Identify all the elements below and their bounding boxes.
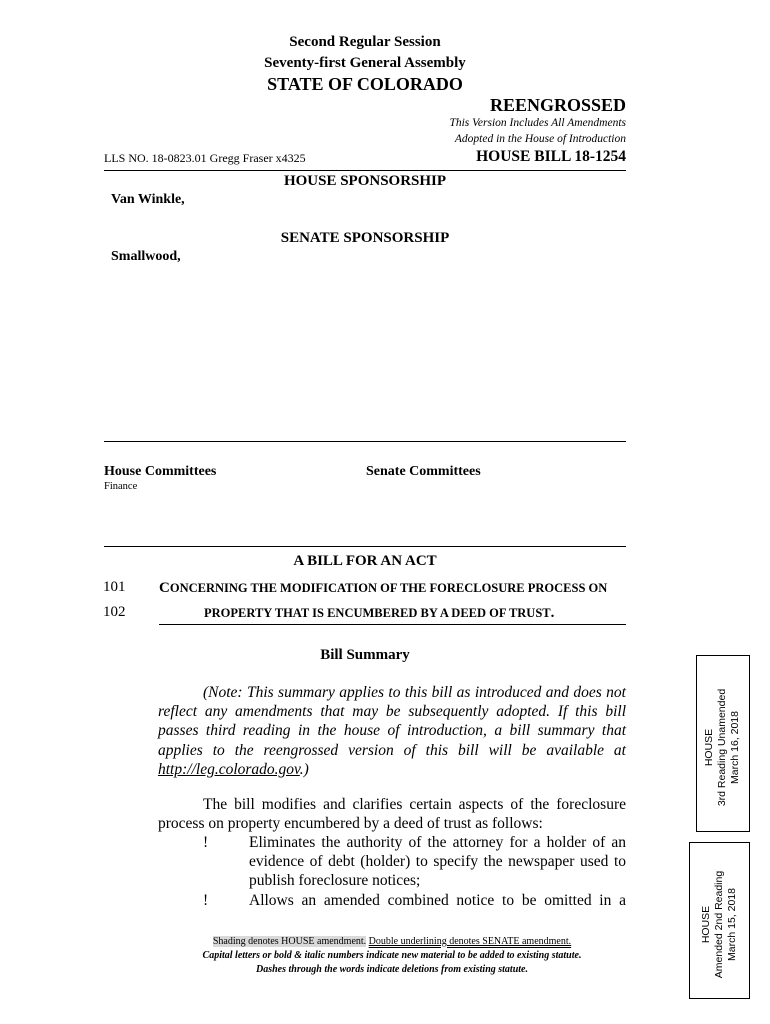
bullet-symbol: ! (203, 891, 209, 909)
committees-rule (104, 546, 626, 547)
summary-bullet-list (158, 833, 626, 910)
stamp-action: 3rd Reading Unamended (716, 688, 728, 807)
title-line-2-period: . (550, 605, 555, 621)
list-item (158, 891, 626, 910)
version-label: REENGROSSED (489, 95, 626, 115)
summary-note (158, 683, 626, 779)
house-sponsors: Van Winkle, (111, 192, 185, 207)
bill-number: HOUSE BILL 18-1254 (476, 148, 626, 165)
senate-sponsors: Smallwood, (111, 249, 181, 264)
bill-title-line-1 (159, 580, 607, 597)
senate-sponsorship-title: SENATE SPONSORSHIP (280, 230, 450, 246)
session-line: Second Regular Session (289, 34, 441, 50)
stamp-third-reading-text (703, 660, 742, 835)
title-line-2-text: PROPERTY THAT IS ENCUMBERED BY A DEED OF TRUST (204, 606, 551, 620)
stamp-chamber: HOUSE (700, 905, 712, 944)
bill-title-line-2 (204, 605, 554, 622)
caps-note: Capital letters or bold & italic numbers indicate new material to be added to existing statute. (202, 950, 582, 961)
summary-note-end: .) (299, 760, 309, 778)
shading-note: Shading denotes HOUSE amendment. (212, 936, 367, 947)
stamp-date: March 15, 2018 (726, 888, 738, 961)
line-number-101: 101 (103, 579, 126, 595)
house-committees-title: House Committees (104, 464, 217, 479)
house-sponsorship-title: HOUSE SPONSORSHIP (283, 173, 447, 189)
house-committee-finance: Finance (104, 481, 138, 492)
summary-heading: Bill Summary (320, 647, 410, 663)
line-number-102: 102 (103, 604, 126, 620)
title-initial-cap: C (159, 580, 170, 596)
header-rule (104, 170, 626, 171)
lls-number: LLS NO. 18-0823.01 Gregg Fraser x4325 (104, 151, 306, 165)
summary-note-text: (Note: This summary applies to this bill as introduced and does not reflect any amendments that may be subsequently adopted. If this bill passes third reading in the house of introduction, a bill summary that applies to the reengrossed version of this bill will be available at (158, 684, 626, 759)
assembly-line: Seventy-first General Assembly (264, 55, 466, 71)
stamp-third-reading (696, 655, 750, 832)
title-line-1-text: ONCERNING THE MODIFICATION OF THE FORECLOSURE PROCESS ON (169, 581, 608, 595)
stamp-second-reading-text (700, 847, 739, 1002)
bullet-symbol: ! (203, 834, 209, 851)
bullet-text: Allows an amended combined notice to be omitted in a (249, 891, 626, 909)
summary-body-intro: The bill modifies and clarifies certain aspects of the foreclosure process on property encumbered by a deed of trust as follows: (158, 796, 626, 833)
dashes-note: Dashes through the words indicate deletions from existing statute. (256, 964, 528, 975)
version-note-2: Adopted in the House of Introduction (454, 133, 626, 145)
bill-heading: A BILL FOR AN ACT (293, 553, 437, 569)
stamp-date: March 16, 2018 (729, 711, 741, 784)
stamp-chamber: HOUSE (703, 728, 715, 767)
bullet-text: Eliminates the authority of the attorney for a holder of an evidence of debt (holder) to specify the newspaper used to publish foreclosure notices; (249, 834, 626, 890)
stamp-second-reading (689, 842, 750, 999)
senate-committees-title: Senate Committees (366, 464, 481, 479)
stamp-action: Amended 2nd Reading (713, 870, 725, 979)
underline-note: Double underlining denotes SENATE amendment. (368, 936, 572, 947)
list-item (158, 833, 626, 891)
state-line: STATE OF COLORADO (267, 74, 463, 94)
footer-amendment-notes (104, 936, 680, 947)
leg-colorado-link[interactable]: http://leg.colorado.gov (158, 760, 300, 778)
sponsorship-rule (104, 441, 626, 442)
version-note-1: This Version Includes All Amendments (449, 117, 626, 129)
title-rule (159, 624, 626, 625)
